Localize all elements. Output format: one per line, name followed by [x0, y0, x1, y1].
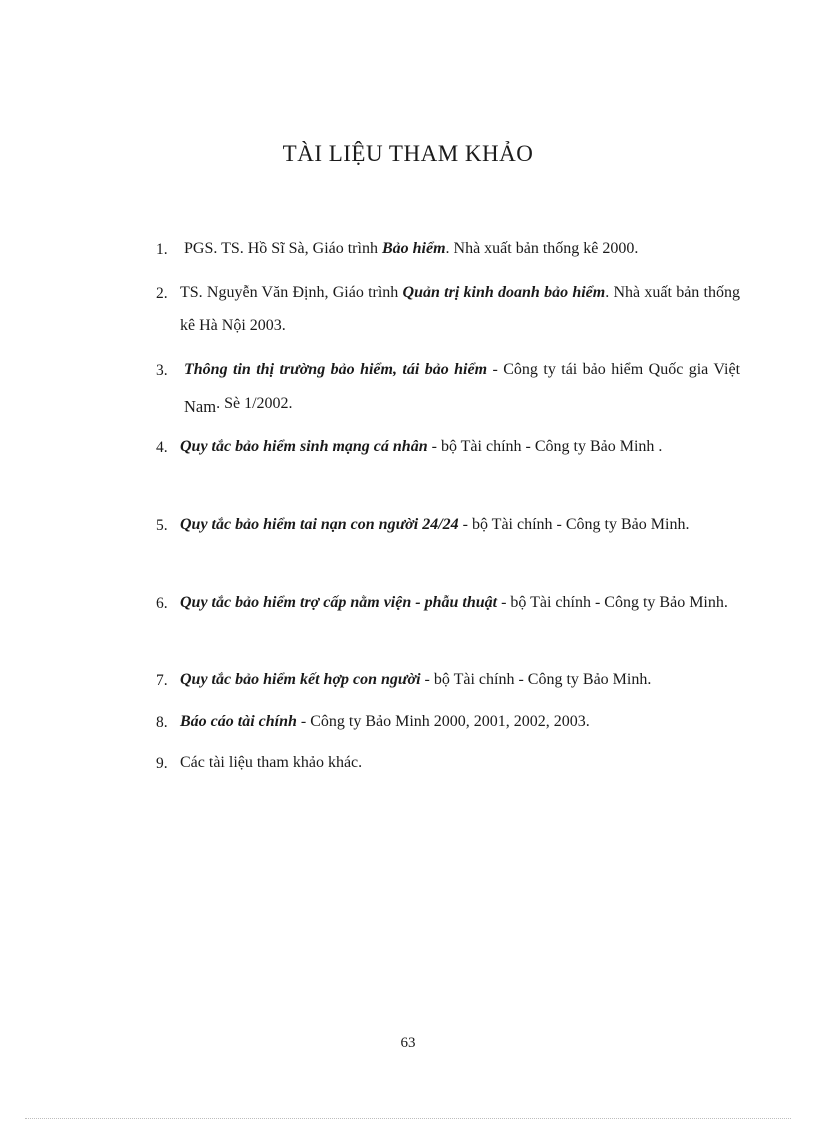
reference-segment: - bộ Tài chính - Công ty Bảo Minh. [458, 516, 690, 533]
reference-segment: - bộ Tài chính - Công ty Bảo Minh. [497, 594, 728, 611]
reference-title: Quy tắc bảo hiểm sinh mạng cá nhân [180, 438, 428, 455]
reference-number: 1. [156, 241, 168, 258]
reference-number: 8. [156, 714, 168, 731]
reference-text [180, 586, 740, 619]
reference-segment: - Công ty tái bảo hiểm Quốc gia Việt [487, 361, 741, 378]
reference-title: Báo cáo tài chính [180, 713, 297, 730]
reference-title: Quy tắc bảo hiểm tai nạn con người 24/24 [180, 516, 459, 533]
reference-text [180, 508, 740, 541]
reference-number: 9. [156, 755, 168, 772]
reference-title: Thông tin thị trường bảo hiểm, tái bảo hiểm [184, 361, 488, 378]
reference-segment: . Nhà xuất bản thống kê Hà Nội 2003. [180, 284, 741, 334]
reference-segment: TS. Nguyễn Văn Định, Giáo trình [180, 284, 403, 301]
reference-subscript: Nam [184, 397, 217, 416]
reference-segment: - bộ Tài chính - Công ty Bảo Minh . [427, 438, 663, 455]
reference-text [180, 430, 745, 463]
reference-segment: PGS. TS. Hồ Sĩ Sà, Giáo trình [184, 240, 382, 257]
reference-title: Quản trị kinh doanh bảo hiểm [402, 284, 606, 301]
reference-segment: . Nhà xuất bản thống kê 2000. [445, 240, 639, 257]
reference-segment: - bộ Tài chính - Công ty Bảo Minh. [420, 671, 652, 688]
reference-title: Quy tắc bảo hiểm kết hợp con người [180, 671, 421, 688]
reference-segment: Các tài liệu tham khảo khác. [180, 754, 363, 771]
reference-text [184, 353, 740, 420]
reference-number: 2. [156, 285, 168, 302]
reference-number: 4. [156, 439, 168, 456]
page-title: TÀI LIỆU THAM KHẢO [282, 141, 534, 166]
reference-text [184, 232, 744, 265]
reference-text [180, 746, 740, 779]
reference-title: Quy tắc bảo hiểm trợ cấp nằm viện - phẫu thuật [180, 594, 498, 611]
reference-number: 7. [156, 672, 168, 689]
reference-number: 3. [156, 362, 168, 379]
page-bottom-divider [25, 1118, 791, 1119]
reference-title: Bảo hiểm [381, 240, 446, 257]
reference-text [180, 705, 740, 738]
reference-text [180, 663, 740, 696]
page-number: 63 [400, 1035, 416, 1051]
reference-number: 6. [156, 595, 168, 612]
reference-number: 5. [156, 517, 168, 534]
reference-segment: . Sè 1/2002. [216, 395, 293, 412]
reference-text [180, 276, 740, 342]
reference-segment: - Công ty Bảo Minh 2000, 2001, 2002, 2003. [296, 713, 590, 730]
